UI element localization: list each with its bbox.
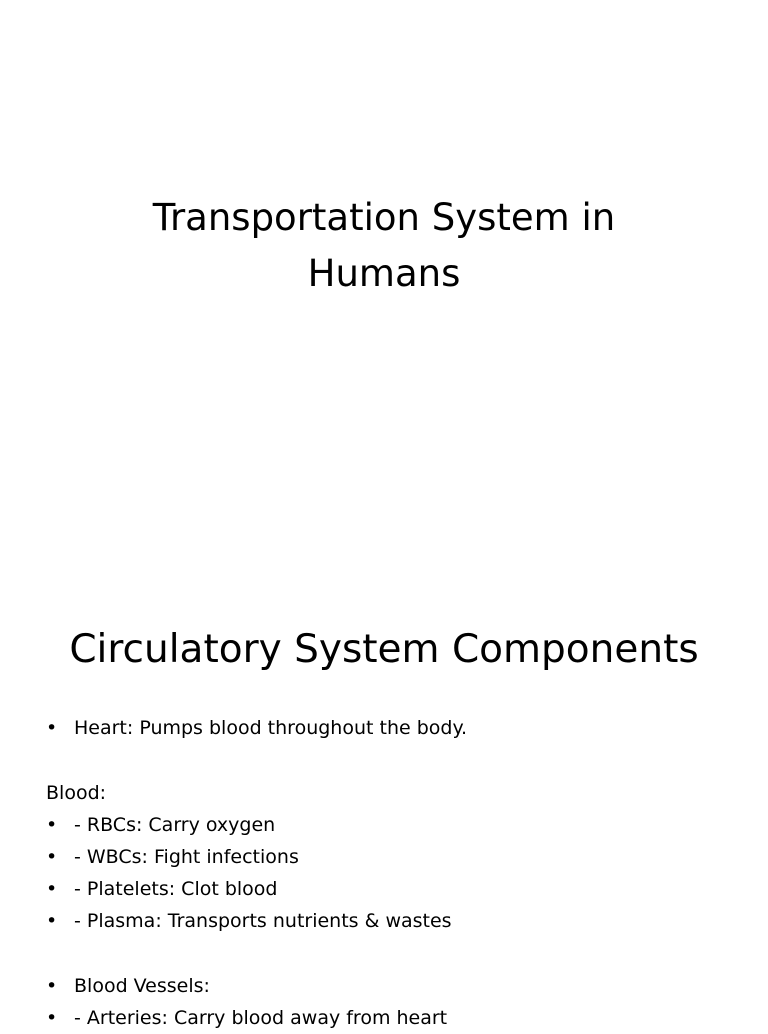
bullet-icon: • [46, 878, 58, 900]
list-item [46, 905, 746, 937]
content-list [46, 712, 746, 1034]
bullet-icon: • [46, 1007, 58, 1029]
presentation-title-line-2: Humans [307, 252, 461, 295]
list-item-text: - Platelets: Clot blood [74, 878, 278, 900]
list-item [46, 809, 746, 841]
bullet-icon: • [46, 910, 58, 932]
list-item [46, 970, 746, 1002]
presentation-title-line-1: Transportation System in [152, 196, 616, 239]
slide-title: Circulatory System Components [69, 627, 699, 672]
list-item [46, 873, 746, 905]
list-item [46, 712, 746, 744]
section-label: Blood: [46, 782, 107, 804]
list-item-text: - WBCs: Fight infections [74, 846, 299, 868]
list-item-text: - Arteries: Carry blood away from heart [74, 1007, 448, 1029]
list-item-text: - Plasma: Transports nutrients & wastes [74, 910, 452, 932]
list-item-text: Heart: Pumps blood throughout the body. [74, 717, 468, 739]
presentation-title [0, 190, 768, 302]
spacer [46, 744, 746, 777]
list-item [46, 1002, 746, 1034]
bullet-icon: • [46, 846, 58, 868]
list-item-text: - RBCs: Carry oxygen [74, 814, 276, 836]
bullet-icon: • [46, 814, 58, 836]
bullet-icon: • [46, 717, 58, 739]
bullet-icon: • [46, 975, 58, 997]
spacer [46, 937, 746, 970]
list-item [46, 841, 746, 873]
slide-circulatory-components [0, 576, 768, 1029]
list-item-text: Blood Vessels: [74, 975, 210, 997]
